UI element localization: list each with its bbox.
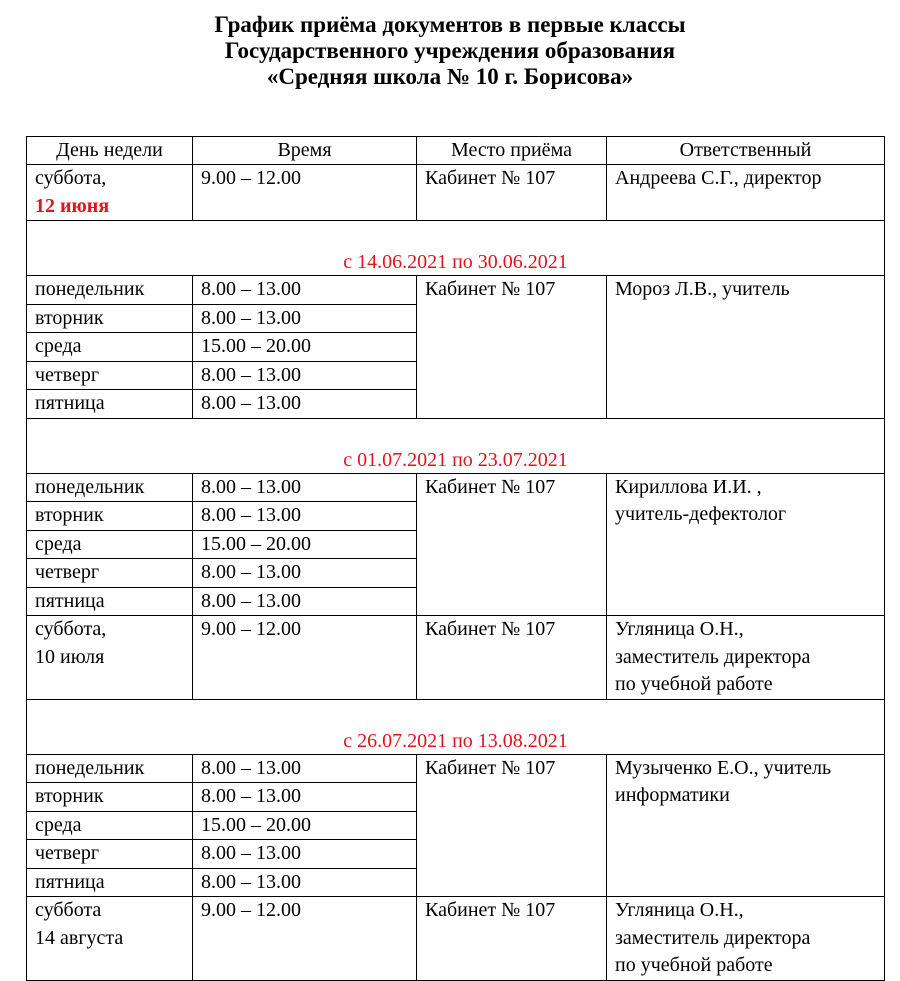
place-cell: Кабинет № 107 — [417, 616, 607, 700]
day-cell: среда — [27, 333, 193, 362]
day-cell: понедельник — [27, 276, 193, 305]
responsible-cell: Угляница О.Н., заместитель директора по учебной работе — [607, 897, 885, 981]
period-row — [27, 221, 885, 276]
day-cell: четверг — [27, 559, 193, 588]
day-cell: пятница — [27, 390, 193, 419]
period-row — [27, 418, 885, 473]
table-row — [27, 165, 885, 221]
time-cell: 8.00 – 13.00 — [193, 390, 417, 419]
place-cell: Кабинет № 107 — [417, 897, 607, 981]
header-row — [27, 137, 885, 165]
responsible-cell: Мороз Л.В., учитель — [607, 276, 885, 419]
time-cell: 9.00 – 12.00 — [193, 616, 417, 700]
time-cell: 8.00 – 13.00 — [193, 473, 417, 502]
time-cell: 8.00 – 13.00 — [193, 754, 417, 783]
day-cell: четверг — [27, 361, 193, 390]
time-cell: 9.00 – 12.00 — [193, 165, 417, 221]
day-cell: понедельник — [27, 754, 193, 783]
place-cell: Кабинет № 107 — [417, 165, 607, 221]
document-title — [0, 12, 900, 90]
day-cell: вторник — [27, 783, 193, 812]
day-cell: пятница — [27, 868, 193, 897]
date-highlight: 12 июня — [35, 194, 110, 217]
table-row — [27, 276, 885, 305]
time-cell: 8.00 – 13.00 — [193, 783, 417, 812]
time-cell: 8.00 – 13.00 — [193, 361, 417, 390]
responsible-cell: Андреева С.Г., директор — [607, 165, 885, 221]
header-place: Место приёма — [417, 137, 607, 165]
place-cell: Кабинет № 107 — [417, 276, 607, 419]
day-cell: суббота, 12 июня — [27, 165, 193, 221]
period-label: с 26.07.2021 по 13.08.2021 — [343, 729, 568, 752]
table-row — [27, 754, 885, 783]
time-cell: 15.00 – 20.00 — [193, 333, 417, 362]
time-cell: 8.00 – 13.00 — [193, 868, 417, 897]
day-cell: понедельник — [27, 473, 193, 502]
day-cell: суббота, 10 июля — [27, 616, 193, 700]
day-cell: суббота 14 августа — [27, 897, 193, 981]
header-time: Время — [193, 137, 417, 165]
title-line-2: Государственного учреждения образования — [224, 38, 676, 63]
title-line-1: График приёма документов в первые классы — [214, 12, 686, 37]
period-row — [27, 699, 885, 754]
table-row — [27, 897, 885, 981]
header-day: День недели — [27, 137, 193, 165]
day-cell: пятница — [27, 587, 193, 616]
place-cell: Кабинет № 107 — [417, 754, 607, 897]
day-cell: среда — [27, 811, 193, 840]
table-row — [27, 473, 885, 502]
time-cell: 8.00 – 13.00 — [193, 502, 417, 531]
time-cell: 8.00 – 13.00 — [193, 840, 417, 869]
time-cell: 8.00 – 13.00 — [193, 276, 417, 305]
day-cell: четверг — [27, 840, 193, 869]
time-cell: 9.00 – 12.00 — [193, 897, 417, 981]
period-label: с 14.06.2021 по 30.06.2021 — [343, 251, 568, 273]
day-cell: вторник — [27, 304, 193, 333]
period-label: с 01.07.2021 по 23.07.2021 — [343, 448, 568, 471]
title-line-3: «Средняя школа № 10 г. Борисова» — [266, 64, 634, 89]
place-cell: Кабинет № 107 — [417, 473, 607, 616]
table-row — [27, 616, 885, 700]
time-cell: 8.00 – 13.00 — [193, 304, 417, 333]
time-cell: 15.00 – 20.00 — [193, 811, 417, 840]
responsible-cell: Угляница О.Н., заместитель директора по учебной работе — [607, 616, 885, 700]
responsible-cell: Кириллова И.И. , учитель-дефектолог — [607, 473, 885, 616]
schedule-table — [26, 136, 885, 981]
responsible-cell: Музыченко Е.О., учитель информатики — [607, 754, 885, 897]
time-cell: 15.00 – 20.00 — [193, 530, 417, 559]
time-cell: 8.00 – 13.00 — [193, 587, 417, 616]
header-responsible: Ответственный — [607, 137, 885, 165]
day-cell: среда — [27, 530, 193, 559]
time-cell: 8.00 – 13.00 — [193, 559, 417, 588]
day-cell: вторник — [27, 502, 193, 531]
